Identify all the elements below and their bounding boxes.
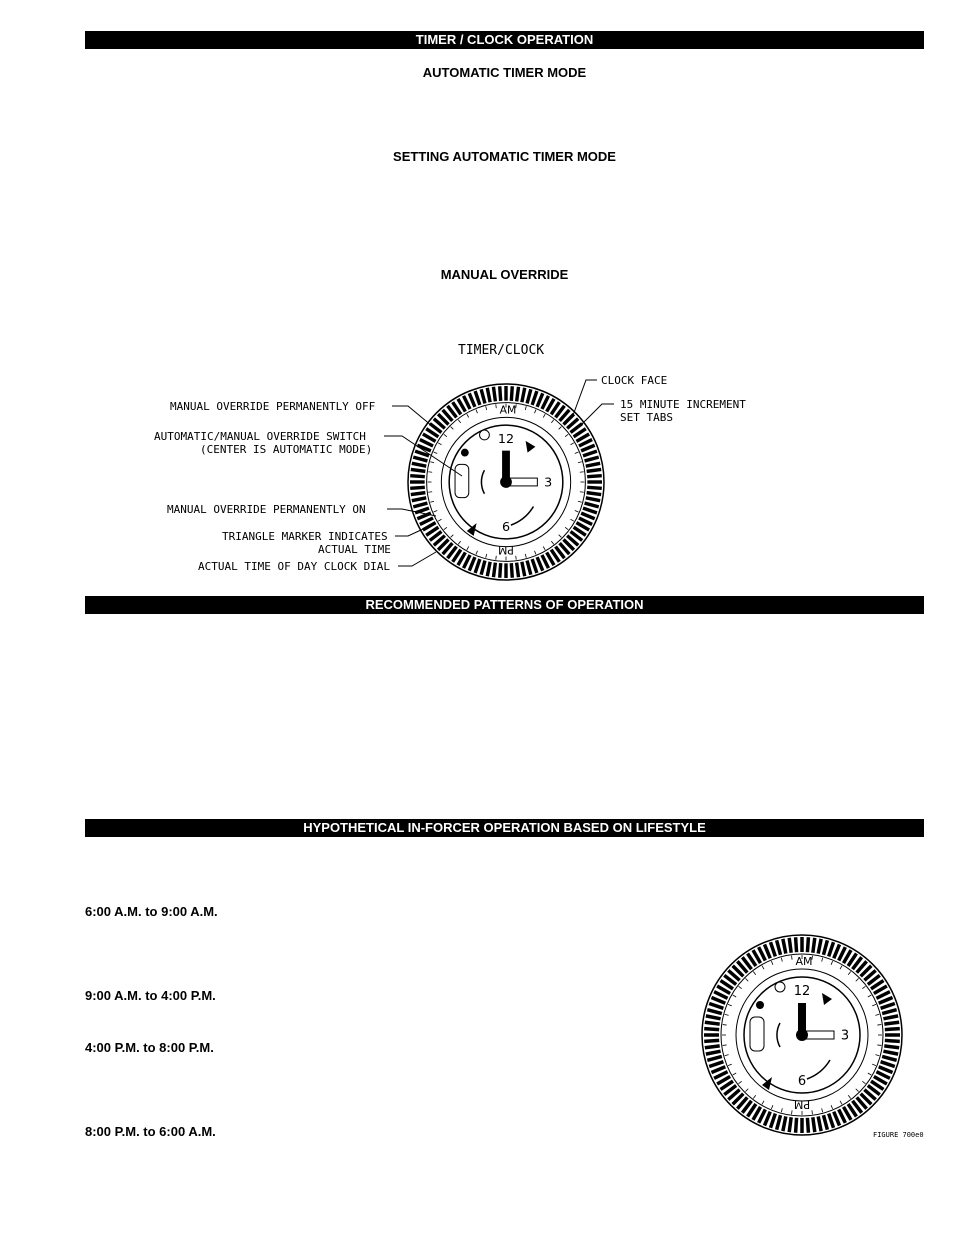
section-header-patterns: RECOMMENDED PATTERNS OF OPERATION xyxy=(85,596,924,614)
figure1-am-label: AM xyxy=(499,403,517,417)
subheading-manual-override: MANUAL OVERRIDE xyxy=(440,267,569,282)
section-header-timer-clock: TIMER / CLOCK OPERATION xyxy=(85,31,924,49)
override-switch xyxy=(750,1017,764,1051)
callout-clock-face: CLOCK FACE xyxy=(601,374,668,387)
callout-permanently-on: MANUAL OVERRIDE PERMANENTLY ON xyxy=(167,503,366,516)
figure-caption: FIGURE 700e0 xyxy=(873,1131,924,1139)
figure2-pm-label: PM xyxy=(793,1098,811,1111)
figure2-am-label: AM xyxy=(795,955,813,968)
figure2-numeral-6: 6 xyxy=(797,1074,807,1089)
schedule-time-2: 9:00 A.M. to 4:00 P.M. xyxy=(85,988,216,1003)
figure2-numeral-12: 12 xyxy=(793,984,811,999)
figure1-numeral-12: 12 xyxy=(497,431,515,447)
callout-switch-line2: (CENTER IS AUTOMATIC MODE) xyxy=(200,443,373,456)
callout-tabs-line1: 15 MINUTE INCREMENT xyxy=(620,398,746,411)
clock-dial-illustration xyxy=(408,384,604,580)
figure-title: TIMER/CLOCK xyxy=(458,343,545,358)
callout-triangle-line1: TRIANGLE MARKER INDICATES xyxy=(222,530,388,543)
figure1-numeral-6: 6 xyxy=(501,520,511,535)
subheading-setting-automatic-timer-mode: SETTING AUTOMATIC TIMER MODE xyxy=(393,149,616,164)
callout-clock-dial: ACTUAL TIME OF DAY CLOCK DIAL xyxy=(198,560,391,573)
figure2-numeral-3: 3 xyxy=(840,1028,850,1044)
figure1-numeral-3: 3 xyxy=(544,475,553,491)
timer-clock-figure-2 xyxy=(690,925,940,1145)
callout-switch-line1: AUTOMATIC/MANUAL OVERRIDE SWITCH xyxy=(154,430,366,443)
callout-tabs-line2: SET TABS xyxy=(620,411,673,424)
timer-clock-figure xyxy=(140,330,780,595)
schedule-time-3: 4:00 P.M. to 8:00 P.M. xyxy=(85,1040,214,1055)
callout-permanently-off: MANUAL OVERRIDE PERMANENTLY OFF xyxy=(170,400,376,413)
schedule-time-4: 8:00 P.M. to 6:00 A.M. xyxy=(85,1124,216,1139)
section-header-hypothetical: HYPOTHETICAL IN-FORCER OPERATION BASED ON LIFESTYLE xyxy=(85,819,924,837)
schedule-time-1: 6:00 A.M. to 9:00 A.M. xyxy=(85,904,218,919)
figure1-pm-label: PM xyxy=(498,543,514,557)
subheading-automatic-timer-mode: AUTOMATIC TIMER MODE xyxy=(422,65,587,80)
clock-dial-illustration-2 xyxy=(702,935,902,1135)
override-switch xyxy=(455,464,469,497)
callout-triangle-line2: ACTUAL TIME xyxy=(318,543,391,556)
